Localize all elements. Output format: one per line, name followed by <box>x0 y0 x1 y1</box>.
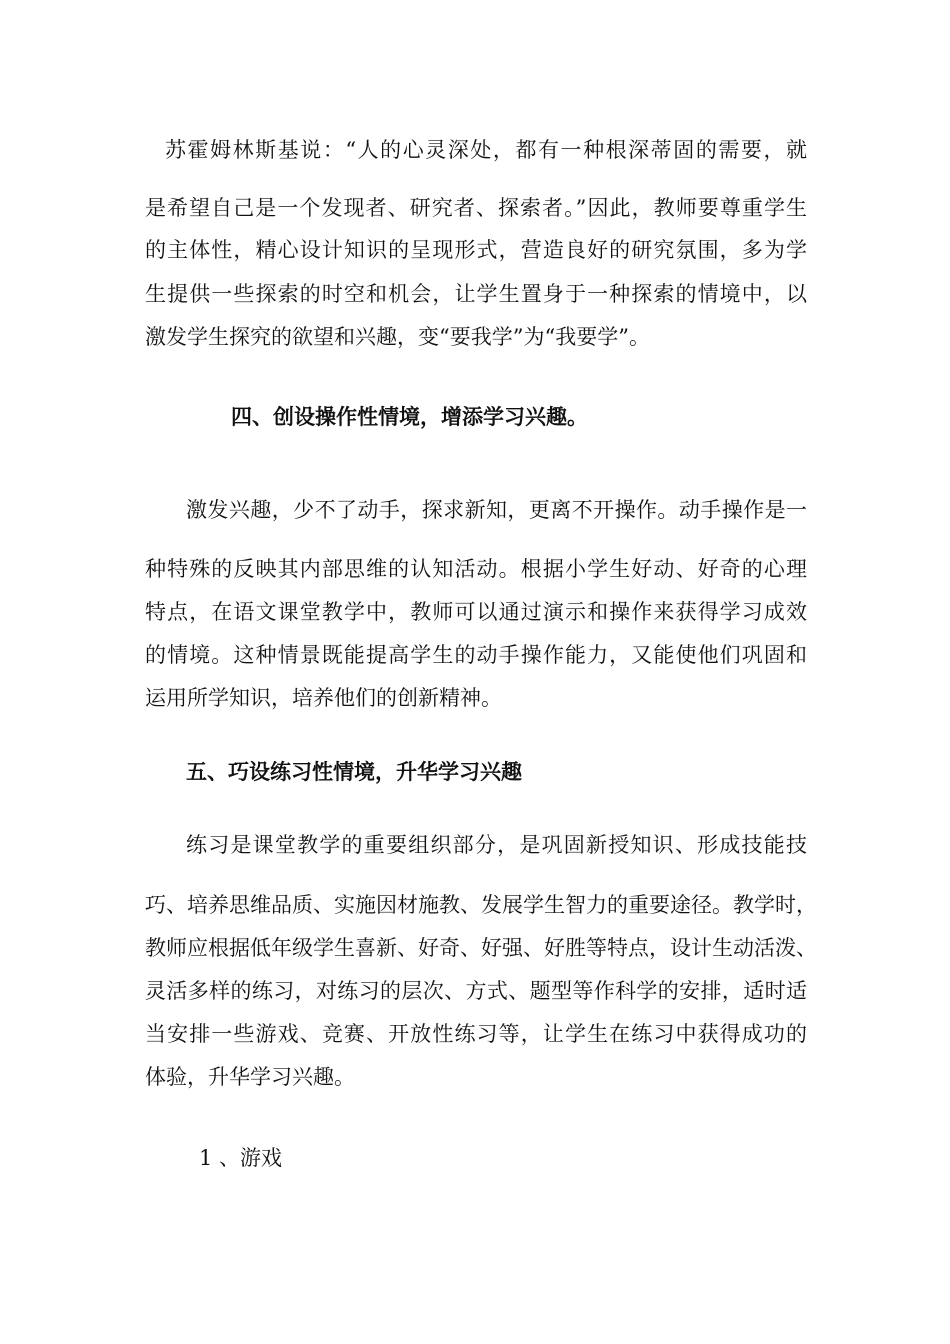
section-heading-5: 五、巧设练习性情境，升华学习兴趣 <box>186 759 522 784</box>
paragraph-3-line-3: 教师应根据低年级学生喜新、好奇、好强、好胜等特点，设计生动活泼、 <box>145 936 817 960</box>
paragraph-3-line-5: 当安排一些游戏、竞赛、开放性练习等，让学生在练习中获得成功的 <box>145 1022 807 1046</box>
paragraph-1-line-4: 生提供一些探索的时空和机会，让学生置身于一种探索的情境中，以 <box>145 282 807 306</box>
paragraph-2-line-5: 运用所学知识，培养他们的创新精神。 <box>145 686 502 710</box>
paragraph-3-line-6: 体验，升华学习兴趣。 <box>145 1065 355 1089</box>
paragraph-2-line-4: 的情境。这种情景既能提高学生的动手操作能力，又能使他们巩固和 <box>145 643 807 667</box>
paragraph-3-line-4: 灵活多样的练习，对练习的层次、方式、题型等作科学的安排，适时适 <box>145 979 807 1003</box>
paragraph-2-line-3: 特点，在语文课堂教学中，教师可以通过演示和操作来获得学习成效 <box>145 600 807 624</box>
section-heading-4: 四、创设操作性情境，增添学习兴趣。 <box>231 404 588 429</box>
paragraph-1-line-5: 激发学生探究的欲望和兴趣，变“要我学”为“我要学”。 <box>145 325 650 349</box>
paragraph-1-line-3: 的主体性，精心设计知识的呈现形式，营造良好的研究氛围，多为学 <box>145 238 807 262</box>
paragraph-1-line-2: 是希望自己是一个发现者、研究者、探索者。”因此，教师要尊重学生 <box>145 196 807 220</box>
paragraph-3-line-1: 练习是课堂教学的重要组织部分，是巩固新授知识、形成技能技 <box>186 833 807 857</box>
paragraph-1-line-1: 苏霍姆林斯基说：“人的心灵深处，都有一种根深蒂固的需要，就 <box>165 138 807 162</box>
subsection-item-1: 1 、游戏 <box>199 1146 283 1170</box>
paragraph-2-line-1: 激发兴趣，少不了动手，探求新知，更离不开操作。动手操作是一 <box>186 498 807 522</box>
paragraph-3-line-2: 巧、培养思维品质、实施因材施教、发展学生智力的重要途径。教学时， <box>145 893 817 917</box>
paragraph-2-line-2: 种特殊的反映其内部思维的认知活动。根据小学生好动、好奇的心理 <box>145 557 807 581</box>
